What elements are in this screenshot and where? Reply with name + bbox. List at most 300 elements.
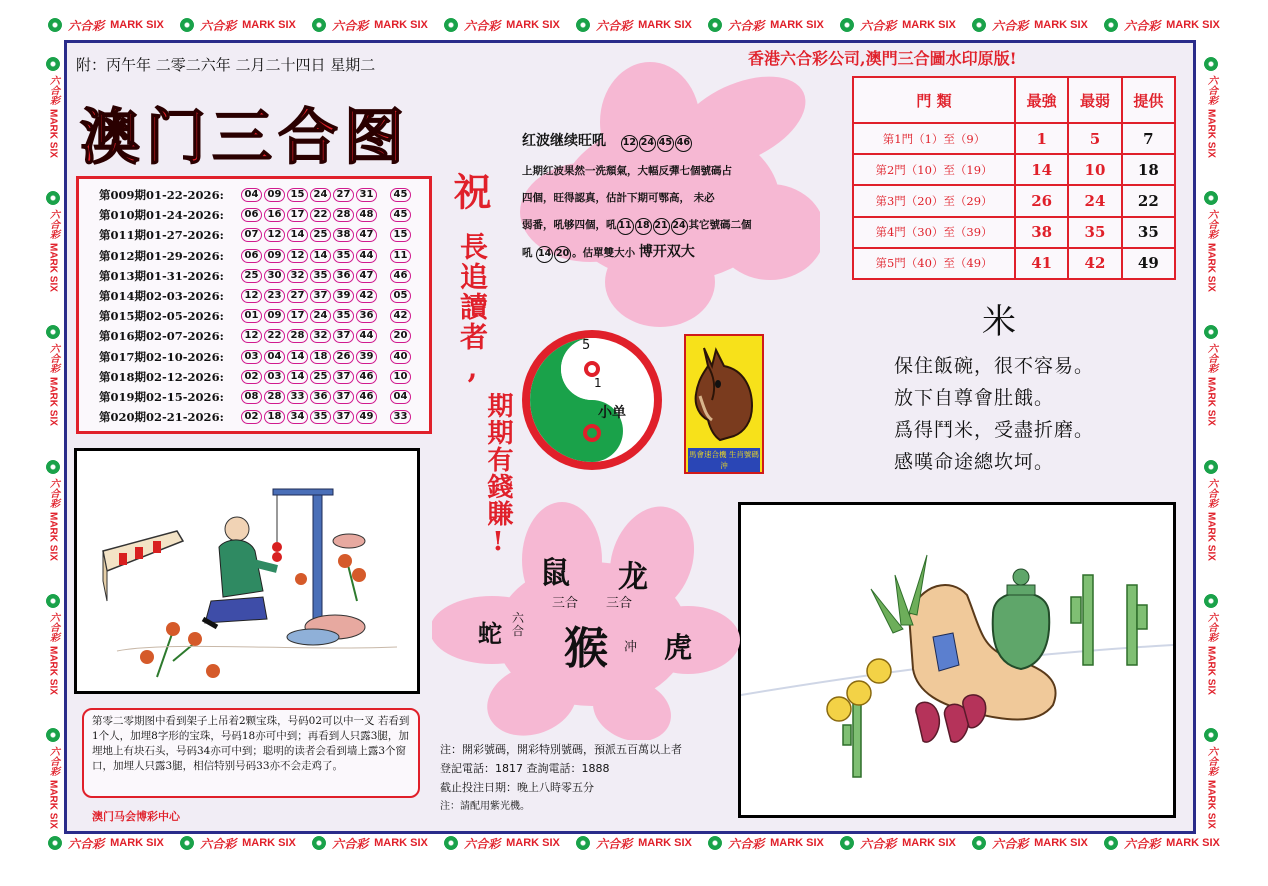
border-logo-unit [312, 17, 428, 34]
number-ball: 22 [310, 208, 331, 222]
history-row [99, 387, 429, 407]
number-ball: 36 [333, 269, 354, 283]
history-label: 第018期02-12-2026: [99, 369, 224, 384]
border-logo-unit [46, 594, 61, 695]
bottom-notes [440, 740, 682, 816]
flower-icon [708, 836, 722, 850]
red-wave-line-2: 四個，旺得認真，估計下期可鄂高， 未必 [522, 192, 715, 204]
flower-icon [972, 836, 986, 850]
number-ball: 06 [241, 249, 262, 263]
special-number-ball: 20 [390, 329, 411, 343]
flower-icon [708, 18, 722, 32]
circled-number: 18 [635, 218, 652, 235]
circled-number: 20 [554, 246, 571, 263]
number-ball: 39 [333, 289, 354, 303]
border-logo-en: MARK SIX [47, 108, 59, 158]
number-ball: 36 [356, 309, 377, 323]
flower-icon [1204, 460, 1218, 474]
number-ball: 44 [356, 249, 377, 263]
border-logo-unit [1104, 17, 1220, 34]
yinyang-top-number: 5 [582, 338, 591, 353]
blessing-char: 祝 [447, 172, 492, 210]
special-number-ball: 40 [390, 350, 411, 364]
border-logo-unit [840, 17, 956, 34]
border-logo-cn: 六合彩 [47, 74, 59, 105]
border-logo-cn: 六合彩 [1205, 343, 1217, 374]
border-logo-en: MARK SIX [47, 511, 59, 561]
border-logo-en: MARK SIX [1205, 646, 1217, 695]
number-ball: 27 [333, 188, 354, 202]
number-ball: 22 [264, 329, 285, 343]
border-logo-en: MARK SIX [902, 837, 956, 849]
border-logo-en: MARK SIX [770, 19, 824, 31]
number-ball: 32 [310, 329, 331, 343]
border-logo-cn: 六合彩 [860, 836, 897, 851]
zone-range: 第4門（30）至（39） [853, 217, 1015, 248]
history-row [99, 407, 429, 427]
circled-number: 24 [671, 218, 688, 235]
border-logo-en: MARK SIX [1166, 19, 1220, 31]
flower-icon [1204, 57, 1218, 71]
border-logo-cn: 六合彩 [728, 18, 765, 33]
number-ball: 37 [333, 390, 354, 404]
red-wave-numbers [621, 133, 693, 149]
border-logo-en: MARK SIX [110, 837, 164, 849]
history-row [99, 326, 429, 346]
zone-weakest: 5 [1068, 123, 1121, 154]
border-logo-en: MARK SIX [47, 243, 59, 292]
history-label: 第009期01-22-2026: [99, 188, 224, 203]
zone-range: 第5門（40）至（49） [853, 248, 1015, 279]
number-ball: 12 [241, 289, 262, 303]
special-number-ball: 10 [390, 370, 411, 384]
border-logo-cn: 六合彩 [728, 836, 765, 851]
border-logo-cn: 六合彩 [596, 836, 633, 851]
border-logo-cn: 六合彩 [596, 18, 633, 33]
left-picture [74, 448, 420, 694]
flower-icon [576, 18, 590, 32]
number-ball: 49 [356, 410, 377, 424]
liuhe-label: 六合 [512, 611, 525, 638]
number-ball: 17 [287, 309, 308, 323]
border-logo-unit [576, 17, 692, 34]
history-label: 第015期02-05-2026: [99, 309, 224, 324]
number-ball: 42 [356, 289, 377, 303]
hint-note: 第零二零期图中看到架子上吊着2颗宝珠，号码02可以中一叉 若看到1个人，加埋8字形的宝珠，号码18亦可中到；再看到人只露3腿，加埋地上有块石头，号码34亦可中到；聪明的读者会看到墙上露3个窗口，加埋人只露3腿，相信特别号码33亦不会走鸡了。 [82, 708, 420, 798]
number-ball: 39 [356, 350, 377, 364]
zone-table-row [853, 123, 1175, 154]
history-label: 第017期02-10-2026: [99, 349, 224, 364]
page-title: 澳门三合图 [80, 103, 410, 173]
flower-icon [444, 18, 458, 32]
number-ball: 44 [356, 329, 377, 343]
zodiac-rat: 鼠 [540, 556, 570, 591]
number-ball: 38 [333, 228, 354, 242]
number-ball: 15 [287, 188, 308, 202]
zone-strongest: 38 [1015, 217, 1068, 248]
border-logo-unit [708, 17, 824, 34]
border-logo-cn: 六合彩 [464, 18, 501, 33]
zone-table-header: 提供 [1122, 77, 1175, 123]
top-border [40, 12, 1228, 38]
blessing-line-1: 長追讀者, [456, 232, 489, 387]
history-row [99, 225, 429, 245]
border-logo-en: MARK SIX [1034, 19, 1088, 31]
border-logo-cn: 六合彩 [1205, 74, 1217, 105]
zodiac-monkey: 猴 [564, 623, 608, 674]
number-ball: 28 [264, 390, 285, 404]
number-ball: 06 [241, 208, 262, 222]
yinyang-mid-number: 1 [594, 376, 602, 390]
red-wave-heading: 红波继续旺吼 [522, 133, 606, 149]
poem-line: 保住飯碗，很不容易。 [894, 355, 1095, 377]
number-ball: 47 [356, 269, 377, 283]
border-logo-cn: 六合彩 [1124, 18, 1161, 33]
circled-number: 46 [675, 135, 692, 152]
number-ball: 48 [356, 208, 377, 222]
border-logo-unit [46, 460, 61, 561]
number-ball: 09 [264, 249, 285, 263]
history-row [99, 185, 429, 205]
footer-left: 澳门马会博彩中心 [92, 810, 180, 823]
zodiac-snake: 蛇 [478, 620, 502, 648]
history-label: 第013期01-31-2026: [99, 268, 224, 283]
border-logo-unit [444, 835, 560, 852]
number-ball: 24 [310, 309, 331, 323]
number-ball: 25 [310, 370, 331, 384]
border-logo-en: MARK SIX [770, 837, 824, 849]
right-picture [738, 502, 1176, 818]
border-logo-cn: 六合彩 [47, 477, 59, 508]
border-logo-unit [180, 835, 296, 852]
number-ball: 03 [241, 350, 262, 364]
number-ball: 26 [333, 350, 354, 364]
number-ball: 46 [356, 390, 377, 404]
zone-table-row [853, 154, 1175, 185]
border-logo-unit [1204, 728, 1219, 829]
special-number-ball: 46 [390, 269, 411, 283]
notes-line-4: 注：請配用紫光機。 [440, 801, 530, 812]
flower-icon [46, 594, 60, 608]
flower-icon [840, 18, 854, 32]
border-logo-en: MARK SIX [1205, 377, 1217, 427]
border-logo-cn: 六合彩 [464, 836, 501, 851]
border-logo-unit [1204, 594, 1219, 695]
zone-table-row [853, 217, 1175, 248]
zone-table [852, 76, 1176, 280]
border-logo-unit [1204, 325, 1219, 426]
flower-icon [576, 836, 590, 850]
number-ball: 34 [287, 410, 308, 424]
border-logo-en: MARK SIX [110, 19, 164, 31]
number-ball: 35 [333, 249, 354, 263]
history-row [99, 306, 429, 326]
history-label: 第010期01-24-2026: [99, 208, 224, 223]
poem-line: 感嘆命途總坎坷。 [894, 451, 1055, 473]
border-logo-en: MARK SIX [47, 780, 59, 830]
flower-icon [46, 191, 60, 205]
number-ball: 12 [241, 329, 262, 343]
border-logo-cn: 六合彩 [992, 836, 1029, 851]
number-ball: 02 [241, 370, 262, 384]
zone-strongest: 1 [1015, 123, 1068, 154]
number-ball: 37 [333, 329, 354, 343]
border-logo-unit [46, 57, 61, 158]
border-logo-unit [576, 835, 692, 852]
flower-icon [48, 18, 62, 32]
border-logo-cn: 六合彩 [68, 836, 105, 851]
line3-b: 其它號碼二個 [688, 219, 752, 231]
left-border [40, 40, 66, 846]
number-ball: 24 [310, 188, 331, 202]
border-logo-cn: 六合彩 [992, 18, 1029, 33]
line4-bold: 博开 [638, 244, 667, 260]
flower-icon [1104, 18, 1118, 32]
sanhe-label-2: 三合 [606, 596, 633, 611]
number-ball: 14 [287, 350, 308, 364]
line4-c: 双大 [666, 244, 695, 260]
history-box [76, 176, 432, 434]
number-ball: 14 [287, 370, 308, 384]
border-logo-cn: 六合彩 [47, 746, 59, 777]
zone-table-header: 最弱 [1068, 77, 1121, 123]
border-logo-en: MARK SIX [47, 377, 59, 427]
number-ball: 28 [287, 329, 308, 343]
zone-pick: 35 [1122, 217, 1175, 248]
flower-icon [312, 18, 326, 32]
special-number-ball: 15 [390, 228, 411, 242]
line4-numbers [536, 247, 572, 259]
poem-title: 米 [982, 302, 1016, 342]
border-logo-unit [972, 835, 1088, 852]
number-ball: 01 [241, 309, 262, 323]
number-ball: 32 [287, 269, 308, 283]
circled-number: 24 [639, 135, 656, 152]
red-wave-text [522, 158, 802, 267]
border-logo-cn: 六合彩 [332, 18, 369, 33]
blessing-line-2: 期期有錢賺! [483, 392, 513, 558]
poem-line: 爲得鬥米，受盡折磨。 [894, 419, 1095, 441]
special-number-ball: 04 [390, 390, 411, 404]
border-logo-en: MARK SIX [242, 837, 296, 849]
notes-line-2: 登記電話：1817 查詢電話：1888 [440, 762, 610, 775]
number-ball: 12 [264, 228, 285, 242]
border-logo-cn: 六合彩 [47, 343, 59, 374]
flower-icon [1204, 191, 1218, 205]
border-logo-unit [312, 835, 428, 852]
circled-number: 11 [617, 218, 634, 235]
chong-label: 冲 [624, 640, 638, 655]
history-row [99, 246, 429, 266]
line3-numbers [617, 219, 689, 231]
zone-table-header: 最強 [1015, 77, 1068, 123]
number-ball: 31 [356, 188, 377, 202]
special-number-ball: 42 [390, 309, 411, 323]
number-ball: 08 [241, 390, 262, 404]
number-ball: 12 [287, 249, 308, 263]
border-logo-en: MARK SIX [374, 837, 428, 849]
border-logo-en: MARK SIX [1034, 837, 1088, 849]
border-logo-cn: 六合彩 [200, 18, 237, 33]
zone-weakest: 35 [1068, 217, 1121, 248]
number-ball: 04 [264, 350, 285, 364]
number-ball: 03 [264, 370, 285, 384]
flower-icon [180, 836, 194, 850]
special-number-ball: 05 [390, 289, 411, 303]
line4-a: 吼 [522, 247, 533, 259]
circled-number: 45 [657, 135, 674, 152]
number-ball: 35 [310, 410, 331, 424]
zone-range: 第3門（20）至（29） [853, 185, 1015, 216]
flower-icon [46, 325, 60, 339]
border-logo-unit [444, 17, 560, 34]
border-logo-cn: 六合彩 [860, 18, 897, 33]
right-border [1198, 40, 1224, 846]
zone-table-row [853, 248, 1175, 279]
flower-icon [46, 460, 60, 474]
border-logo-cn: 六合彩 [332, 836, 369, 851]
number-ball: 35 [333, 309, 354, 323]
special-number-ball: 45 [390, 208, 411, 222]
flower-icon [46, 728, 60, 742]
border-logo-cn: 六合彩 [1205, 746, 1217, 777]
number-ball: 35 [310, 269, 331, 283]
history-label: 第011期01-27-2026: [99, 228, 224, 243]
history-label: 第014期02-03-2026: [99, 289, 224, 304]
history-row [99, 205, 429, 225]
number-ball: 37 [310, 289, 331, 303]
line4-b: 。估單雙大小 [572, 247, 636, 259]
special-number-ball: 45 [390, 188, 411, 202]
red-wave-title [522, 130, 693, 152]
zone-strongest: 26 [1015, 185, 1068, 216]
date-line: 附：丙午年 二零二六年 二月二十四日 星期二 [76, 56, 376, 74]
circled-number: 12 [621, 135, 638, 152]
border-logo-cn: 六合彩 [1205, 209, 1217, 240]
horse-caption: 馬會速合機 生肖號碼沖 [689, 450, 759, 470]
border-logo-unit [840, 835, 956, 852]
number-ball: 37 [333, 410, 354, 424]
border-logo-cn: 六合彩 [200, 836, 237, 851]
number-ball: 04 [241, 188, 262, 202]
number-ball: 27 [287, 289, 308, 303]
red-wave-line-4 [522, 239, 802, 267]
history-row [99, 286, 429, 306]
zone-table-header: 門 類 [853, 77, 1015, 123]
number-ball: 14 [287, 228, 308, 242]
border-logo-en: MARK SIX [638, 837, 692, 849]
number-ball: 23 [264, 289, 285, 303]
number-ball: 14 [310, 249, 331, 263]
special-number-ball: 11 [390, 249, 411, 263]
flower-icon [972, 18, 986, 32]
horse-head-icon [686, 336, 762, 446]
yin-yang-icon [518, 326, 666, 474]
border-logo-unit [180, 17, 296, 34]
red-wave-line-3 [522, 212, 802, 239]
flower-icon [1104, 836, 1118, 850]
stone-and-jar-illustration [741, 505, 1173, 815]
zone-pick: 18 [1122, 154, 1175, 185]
special-number-ball: 33 [390, 410, 411, 424]
border-logo-unit [1204, 57, 1219, 158]
border-logo-en: MARK SIX [506, 19, 560, 31]
flower-icon [1204, 728, 1218, 742]
zodiac-tiger: 虎 [664, 631, 693, 664]
man-with-pole-illustration [77, 451, 417, 691]
border-logo-en: MARK SIX [1205, 511, 1217, 561]
zone-weakest: 42 [1068, 248, 1121, 279]
border-logo-en: MARK SIX [242, 19, 296, 31]
zone-range: 第1門（1）至（9） [853, 123, 1015, 154]
border-logo-en: MARK SIX [1205, 780, 1217, 830]
poem [894, 350, 1094, 478]
number-ball: 18 [310, 350, 331, 364]
border-logo-unit [46, 191, 61, 292]
zone-weakest: 10 [1068, 154, 1121, 185]
border-logo-en: MARK SIX [638, 19, 692, 31]
border-logo-unit [972, 17, 1088, 34]
border-logo-unit [46, 325, 61, 426]
history-label: 第019期02-15-2026: [99, 389, 224, 404]
number-ball: 46 [356, 370, 377, 384]
flower-icon [1204, 325, 1218, 339]
poem-line: 放下自尊會肚餓。 [894, 387, 1055, 409]
number-ball: 17 [287, 208, 308, 222]
history-row [99, 367, 429, 387]
border-logo-en: MARK SIX [374, 19, 428, 31]
number-ball: 16 [264, 208, 285, 222]
zone-pick: 49 [1122, 248, 1175, 279]
border-logo-cn: 六合彩 [1124, 836, 1161, 851]
yinyang-label: 小单 [598, 405, 626, 421]
zone-pick: 22 [1122, 185, 1175, 216]
right-banner: 香港六合彩公司,澳門三合圖水印原版! [748, 49, 1017, 68]
notes-line-1: 注：開彩號碼，開彩特別號碼，預派五百萬以上者 [440, 743, 682, 756]
number-ball: 09 [264, 309, 285, 323]
sanhe-label-1: 三合 [552, 596, 579, 611]
circled-number: 21 [653, 218, 670, 235]
number-ball: 33 [287, 390, 308, 404]
circled-number: 14 [536, 246, 553, 263]
line3-a: 弱番，吼够四個，吼 [522, 219, 617, 231]
number-ball: 02 [241, 410, 262, 424]
border-logo-en: MARK SIX [1205, 243, 1217, 292]
flower-icon [444, 836, 458, 850]
history-label: 第016期02-07-2026: [99, 329, 224, 344]
border-logo-en: MARK SIX [902, 19, 956, 31]
notes-line-3: 截止投注日期：晚上八時零五分 [440, 781, 594, 794]
border-logo-en: MARK SIX [1205, 108, 1217, 158]
zone-table-row [853, 185, 1175, 216]
border-logo-cn: 六合彩 [1205, 477, 1217, 508]
zodiac-dragon: 龙 [618, 560, 648, 595]
history-label: 第012期01-29-2026: [99, 248, 224, 263]
history-row [99, 347, 429, 367]
zone-range: 第2門（10）至（19） [853, 154, 1015, 185]
border-logo-unit [1204, 191, 1219, 292]
zone-strongest: 41 [1015, 248, 1068, 279]
number-ball: 07 [241, 228, 262, 242]
border-logo-unit [708, 835, 824, 852]
number-ball: 09 [264, 188, 285, 202]
history-row [99, 266, 429, 286]
border-logo-en: MARK SIX [1166, 837, 1220, 849]
zone-pick: 7 [1122, 123, 1175, 154]
history-label: 第020期02-21-2026: [99, 410, 224, 425]
flower-icon [312, 836, 326, 850]
flower-icon [180, 18, 194, 32]
